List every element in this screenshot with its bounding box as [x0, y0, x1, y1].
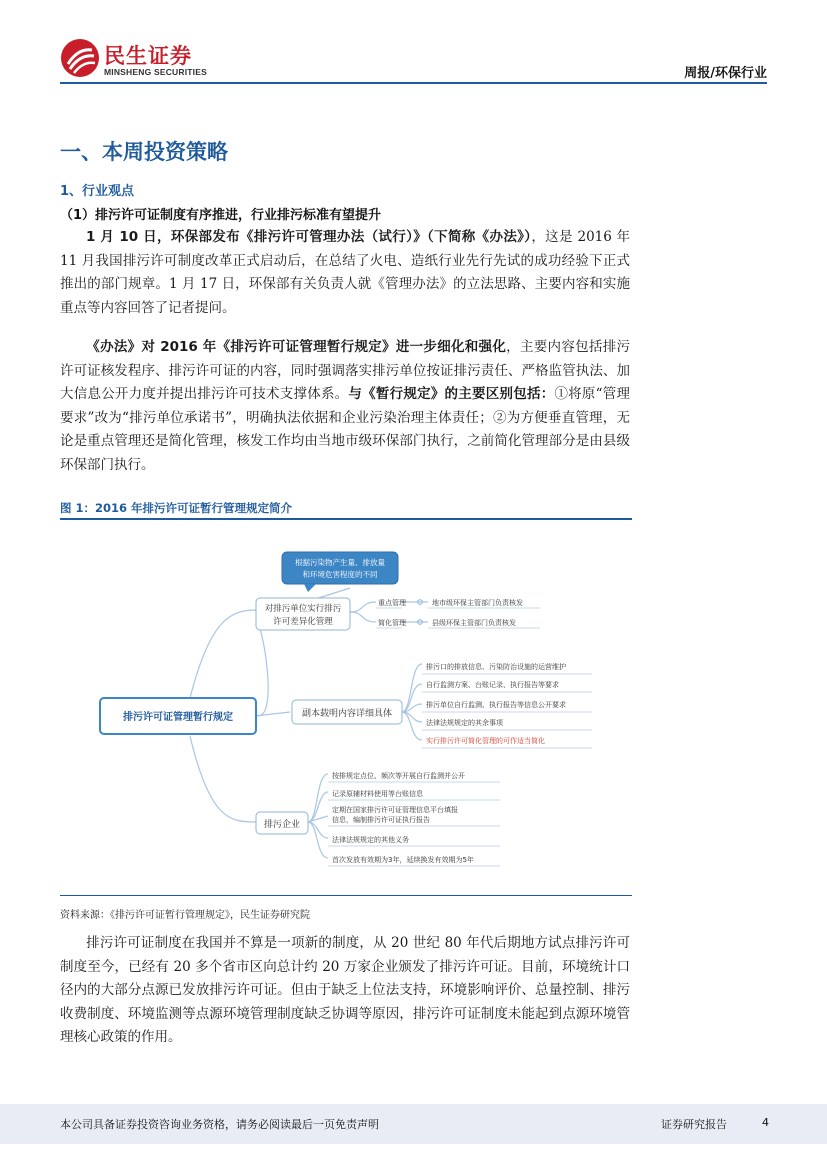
paragraph-3 — [60, 932, 630, 1050]
figure-source: 资料来源：《排污许可证暂行管理规定》，民生证券研究院 — [60, 910, 310, 921]
branch2-label: 副本载明内容详细具体 — [301, 709, 393, 719]
branch-node-differentiated — [256, 598, 350, 630]
branch-node-copy-contents — [292, 700, 402, 724]
logo-english-name: MINSHENG SECURITIES — [104, 67, 207, 77]
logo-chinese-name: 民生证券 — [104, 44, 192, 68]
branch3-item-1: 按排规定点位、频次等开展自行监测并公开 — [332, 772, 465, 780]
center-node-label: 排污许可证管理暂行规定 — [123, 712, 233, 723]
branch3-item-5: 首次发放有效期为3年，延续换发有效期为5年 — [332, 856, 474, 864]
company-logo — [60, 38, 230, 82]
header-divider — [60, 82, 767, 84]
sub-simplified-detail: 县级环保主管部门负责核发 — [432, 619, 516, 627]
footer-disclaimer: 本公司具备证券投资咨询业务资格，请务必阅读最后一页免责声明 — [60, 1118, 379, 1131]
sub-simplified-management: 简化管理 — [378, 619, 406, 627]
branch3-item-3-line-1: 定期在国家排污许可证管理信息平台填报 — [332, 806, 458, 814]
branch3-item-4: 法律法规规定的其他义务 — [332, 836, 409, 844]
branch2-item-5: 实行排污许可简化管理的可作适当简化 — [426, 737, 545, 745]
branch2-item-2: 自行监测方案、台账记录、执行报告等要求 — [426, 681, 559, 689]
callout-line-2: 和环境危害程度的不同 — [302, 570, 378, 579]
sub-key-management: 重点管理 — [378, 599, 406, 607]
branch-node-enterprise — [256, 812, 308, 834]
paragraph-3-text: 排污许可证制度在我国并不算是一项新的制度，从 20 世纪 80 年代后期地方试点排污许可制度至今，已经有 20 多个省市区向总计约 20 万家企业颁发了排污许可证。目前，环境统计口径内的大部分点源已发放排污许可证。但由于缺乏上位法支持，环境影响评价、总量控制、排污收费制度、环境监测等点源环境管理制度缺乏协调等原因，排污许可证制度未能起到点源环境管理核心政策的作用。 — [60, 935, 630, 1045]
paragraph-1-lead: 1 月 10 日，环保部发布《排污许可管理办法（试行）》（下简称《办法》） — [86, 229, 532, 245]
paragraph-2 — [60, 336, 630, 477]
paragraph-2-lead: 《办法》对 2016 年《排污许可证管理暂行规定》进一步细化和强化 — [86, 339, 507, 355]
center-node — [100, 698, 256, 734]
branch2-item-4: 法律法规规定的其余事项 — [426, 719, 503, 727]
paragraph-2-text-1: ，主要内容包括排污许可证核发程序、排污许可证的内容，同时强调落实排污单位按证排污责任、严格监管执法、加大信息公开力度并提出排污许可技术支撑体系。 — [60, 339, 630, 402]
subsection-heading: 1、行业观点 — [60, 184, 135, 199]
paragraph-1-text: ，这是 2016 年 11 月我国排污许可制度改革正式启动后，在总结了火电、造纸行业先行先试的成功经验下正式推出的部门规章。1 月 17 日，环保部有关负责人就《管理办法》的立法思路、主要内容和实施重点等内容回答了记者提问。 — [60, 229, 630, 316]
report-type: 周报/环保行业 — [684, 66, 767, 81]
branch3-item-2: 记录原辅材料使用等台账信息 — [332, 790, 423, 798]
paragraph-2-text-2: ①将原“管理要求”改为“排污单位承诺书”，明确执法依据和企业污染治理主体责任；②为方便垂直管理，无论是重点管理还是简化管理，核发工作均由当地市级环保部门执行，之前简化管理部分是由县级环保部门执行。 — [60, 386, 631, 473]
branch3-label: 排污企业 — [263, 820, 301, 830]
figure-title: 图 1：2016 年排污许可证暂行管理规定简介 — [60, 501, 293, 515]
section-heading: 一、本周投资策略 — [60, 140, 228, 164]
callout-node — [282, 552, 398, 592]
mind-map-diagram — [60, 530, 632, 890]
figure-bottom-rule — [60, 895, 632, 896]
branch2-item-3: 排污单位自行监测、执行报告等信息公开要求 — [426, 701, 566, 709]
branch1-label-line-2: 许可差异化管理 — [273, 617, 333, 627]
footer-report-label: 证券研究报告 — [661, 1118, 727, 1131]
callout-line-1: 根据污染物产生量、排放量 — [295, 558, 385, 567]
topic-heading: （1）排污许可证制度有序推进，行业排污标准有望提升 — [60, 208, 382, 223]
branch1-label-line-1: 对排污单位实行排污 — [264, 604, 342, 614]
page-number: 4 — [762, 1116, 769, 1129]
figure-top-rule — [60, 518, 632, 520]
sub-key-detail: 地市级环保主管部门负责核发 — [432, 599, 523, 607]
minsheng-logo-icon — [60, 38, 100, 78]
paragraph-2-emphasis: 与《暂行规定》的主要区别包括： — [348, 386, 555, 402]
branch2-item-1: 排污口的排放信息、污染防治设施的运营维护 — [426, 663, 566, 671]
paragraph-1 — [60, 226, 630, 320]
branch3-item-3-line-2: 信息，编制排污许可证执行报告 — [332, 816, 430, 824]
